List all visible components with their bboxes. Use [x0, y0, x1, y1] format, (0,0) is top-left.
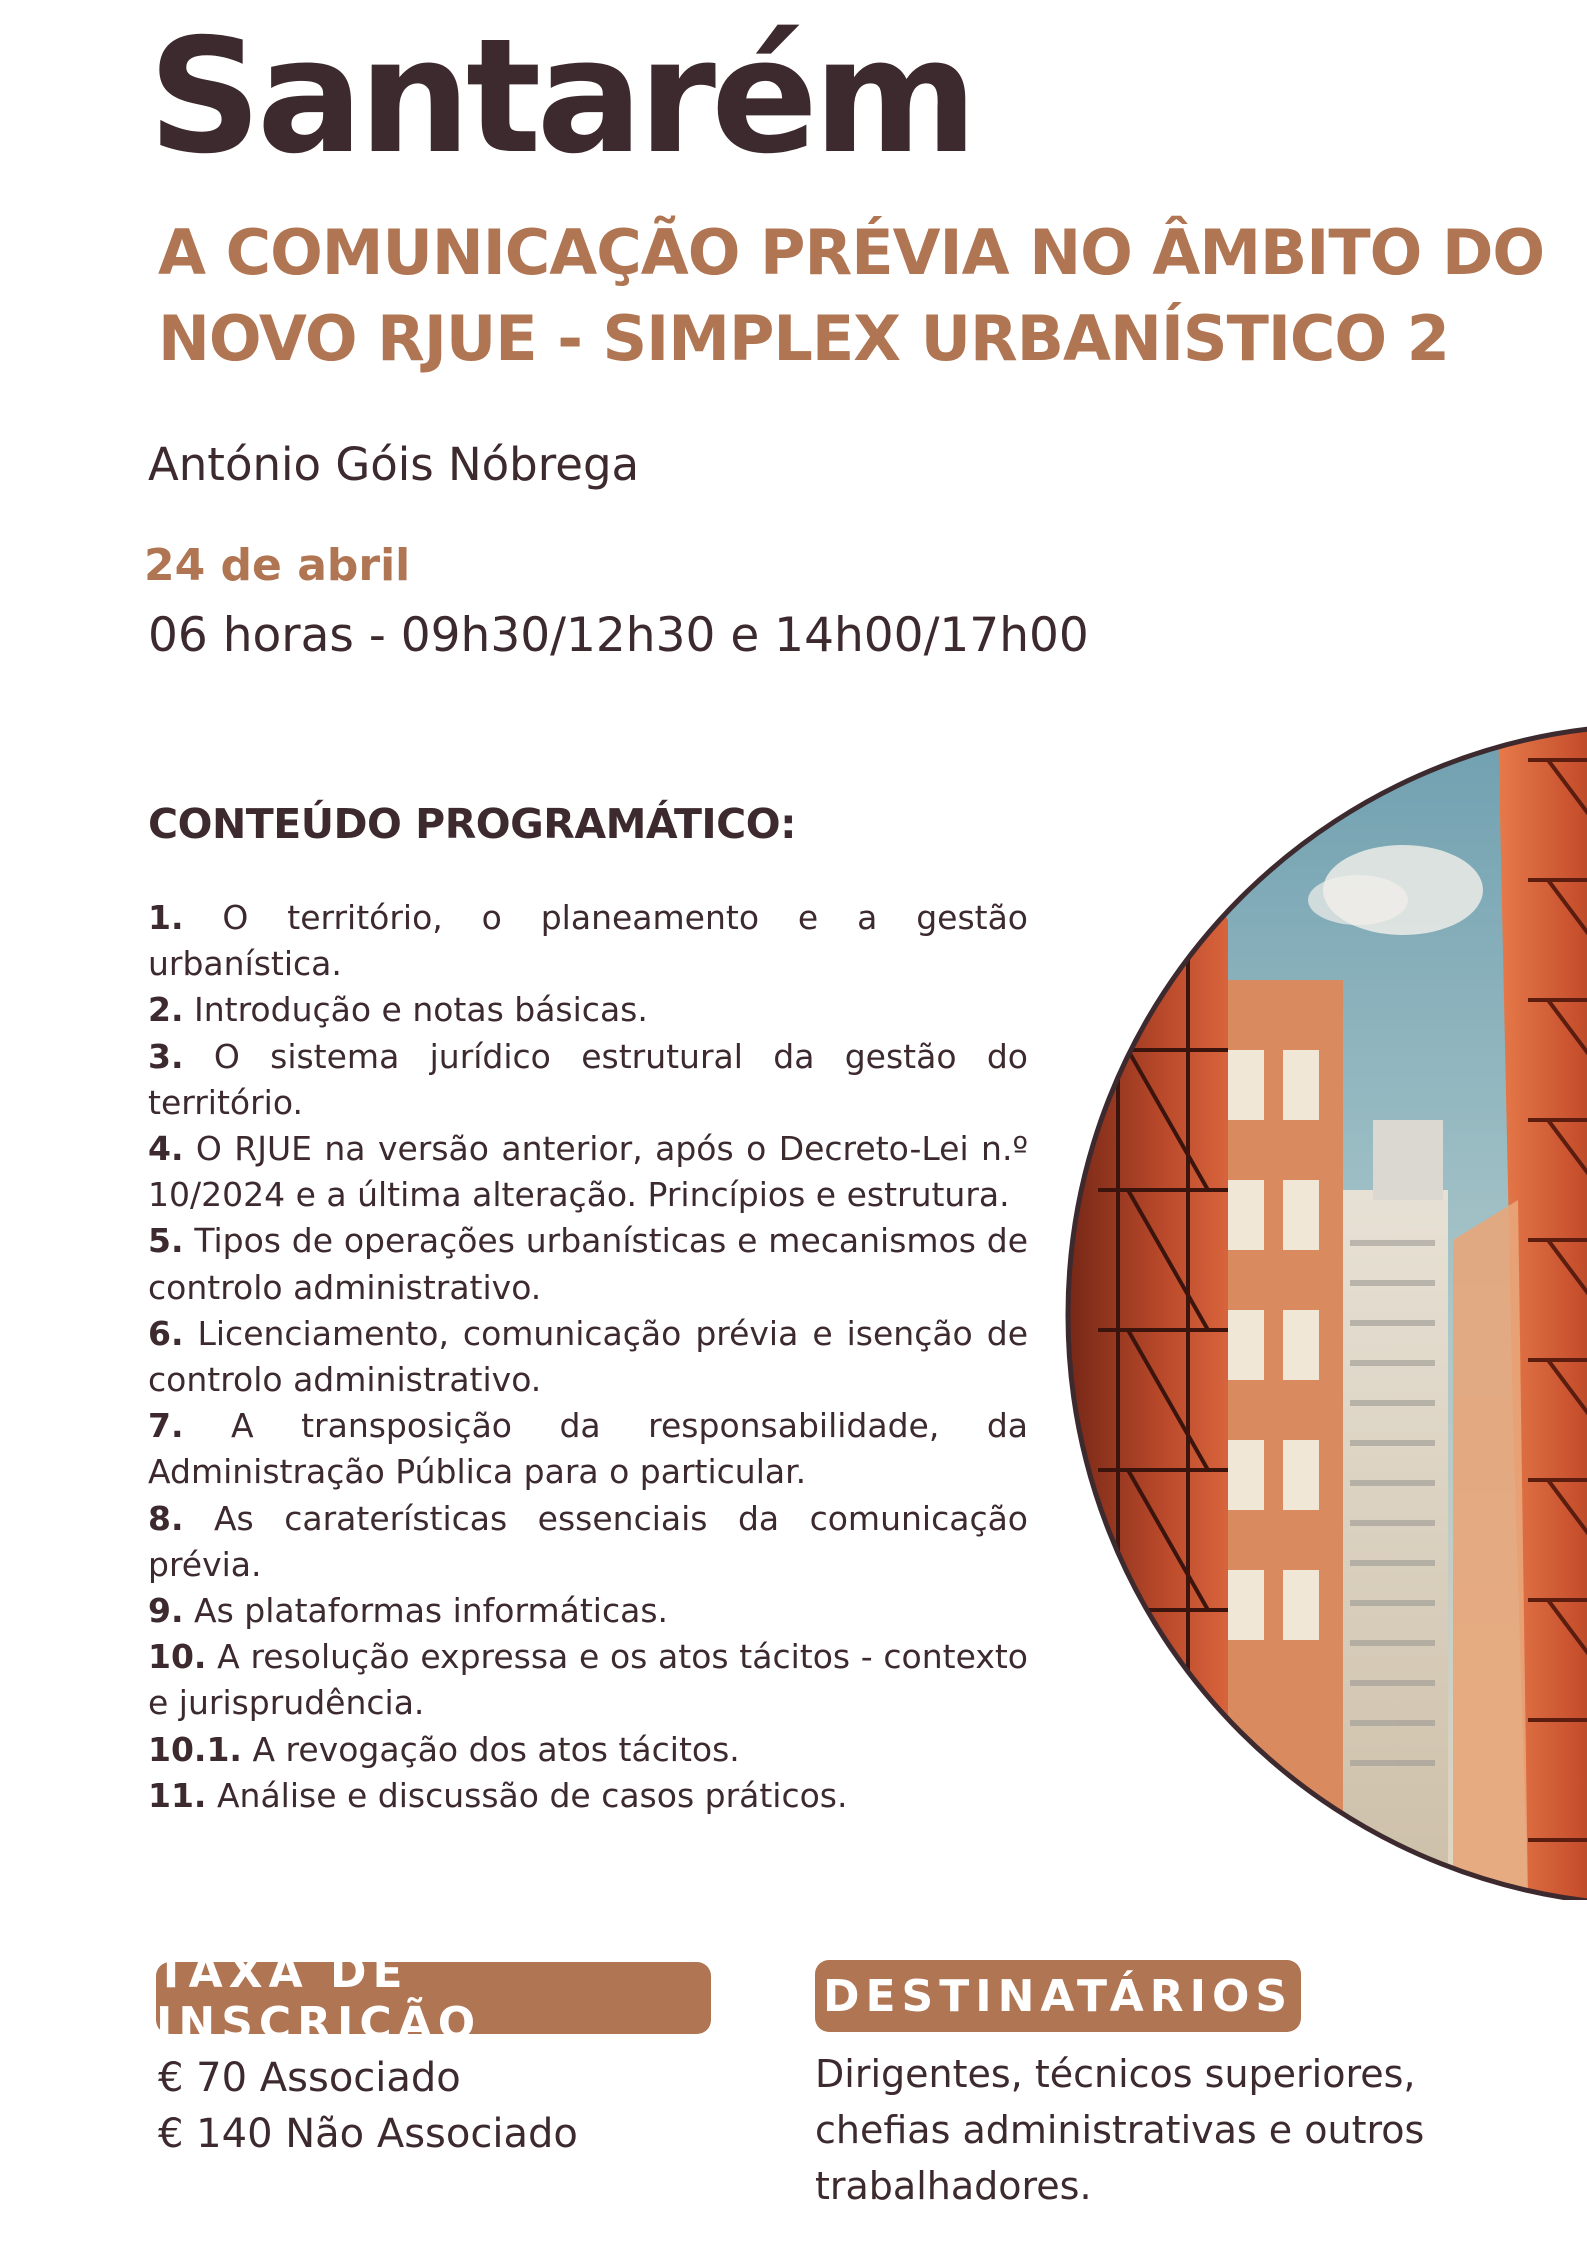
program-item-text: A revogação dos atos tácitos. [252, 1729, 740, 1769]
course-schedule: 06 horas - 09h30/12h30 e 14h00/17h00 [148, 608, 1089, 663]
program-item-number: 8. [148, 1498, 184, 1538]
course-date: 24 de abril [144, 540, 411, 591]
program-item-number: 9. [148, 1591, 184, 1631]
program-item [148, 1588, 1028, 1634]
program-heading: CONTEÚDO PROGRAMÁTICO: [148, 800, 797, 848]
course-title-line-1: A COMUNICAÇÃO PRÉVIA NO ÂMBITO DO [158, 216, 1545, 289]
program-item-number: 4. [148, 1129, 184, 1169]
program-item-text: Tipos de operações urbanísticas e mecanismos de controlo administrativo. [148, 1221, 1028, 1307]
program-item [148, 1126, 1028, 1218]
program-item [148, 1034, 1028, 1126]
program-item-number: 7. [148, 1406, 184, 1446]
program-item-text: Introdução e notas básicas. [194, 990, 648, 1030]
fee-label: TAXA DE INSCRIÇÃO [156, 1962, 711, 2034]
audience-label: DESTINATÁRIOS [815, 1960, 1301, 2032]
fee-non-member: € 140 Não Associado [158, 2111, 578, 2157]
program-item [148, 895, 1028, 987]
program-list [148, 895, 1028, 1819]
program-item-text: A resolução expressa e os atos tácitos - contexto e jurisprudência. [148, 1637, 1028, 1723]
fee-details [158, 2050, 578, 2162]
city-street-photo [1058, 720, 1587, 1900]
course-title-line-2: NOVO RJUE - SIMPLEX URBANÍSTICO 2 [158, 302, 1449, 375]
program-item [148, 987, 1028, 1033]
program-item-number: 10.1. [148, 1729, 242, 1769]
program-item [148, 1727, 1028, 1773]
program-item [148, 1311, 1028, 1403]
program-item [148, 1496, 1028, 1588]
trainer-name: António Góis Nóbrega [148, 438, 640, 491]
program-item-number: 6. [148, 1313, 184, 1353]
program-item-text: O território, o planeamento e a gestão urbanística. [148, 898, 1028, 984]
fee-member: € 70 Associado [158, 2055, 461, 2101]
program-item-text: As caraterísticas essenciais da comunicação prévia. [148, 1498, 1028, 1584]
program-item [148, 1218, 1028, 1310]
program-item-number: 10. [148, 1637, 207, 1677]
program-item-text: Análise e discussão de casos práticos. [216, 1775, 848, 1815]
program-item-text: O sistema jurídico estrutural da gestão do território. [148, 1036, 1028, 1122]
program-item-number: 11. [148, 1775, 207, 1815]
program-item [148, 1403, 1028, 1495]
program-item-text: A transposição da responsabilidade, da Administração Pública para o particular. [148, 1406, 1028, 1492]
program-item [148, 1773, 1028, 1819]
audience-text: Dirigentes, técnicos superiores, chefias administrativas e outros trabalhadores. [815, 2052, 1425, 2208]
program-item-number: 2. [148, 990, 184, 1030]
program-item-text: Licenciamento, comunicação prévia e isenção de controlo administrativo. [148, 1313, 1028, 1400]
program-item-text: As plataformas informáticas. [194, 1591, 669, 1631]
program-item-number: 3. [148, 1036, 184, 1076]
page-title: Santarém [148, 5, 973, 189]
program-item [148, 1634, 1028, 1726]
program-item-number: 5. [148, 1221, 184, 1261]
program-item-text: O RJUE na versão anterior, após o Decreto-Lei n.º 10/2024 e a última alteração. Princípios e estrutura. [148, 1129, 1028, 1215]
program-item-number: 1. [148, 898, 184, 937]
course-title [158, 210, 1578, 382]
